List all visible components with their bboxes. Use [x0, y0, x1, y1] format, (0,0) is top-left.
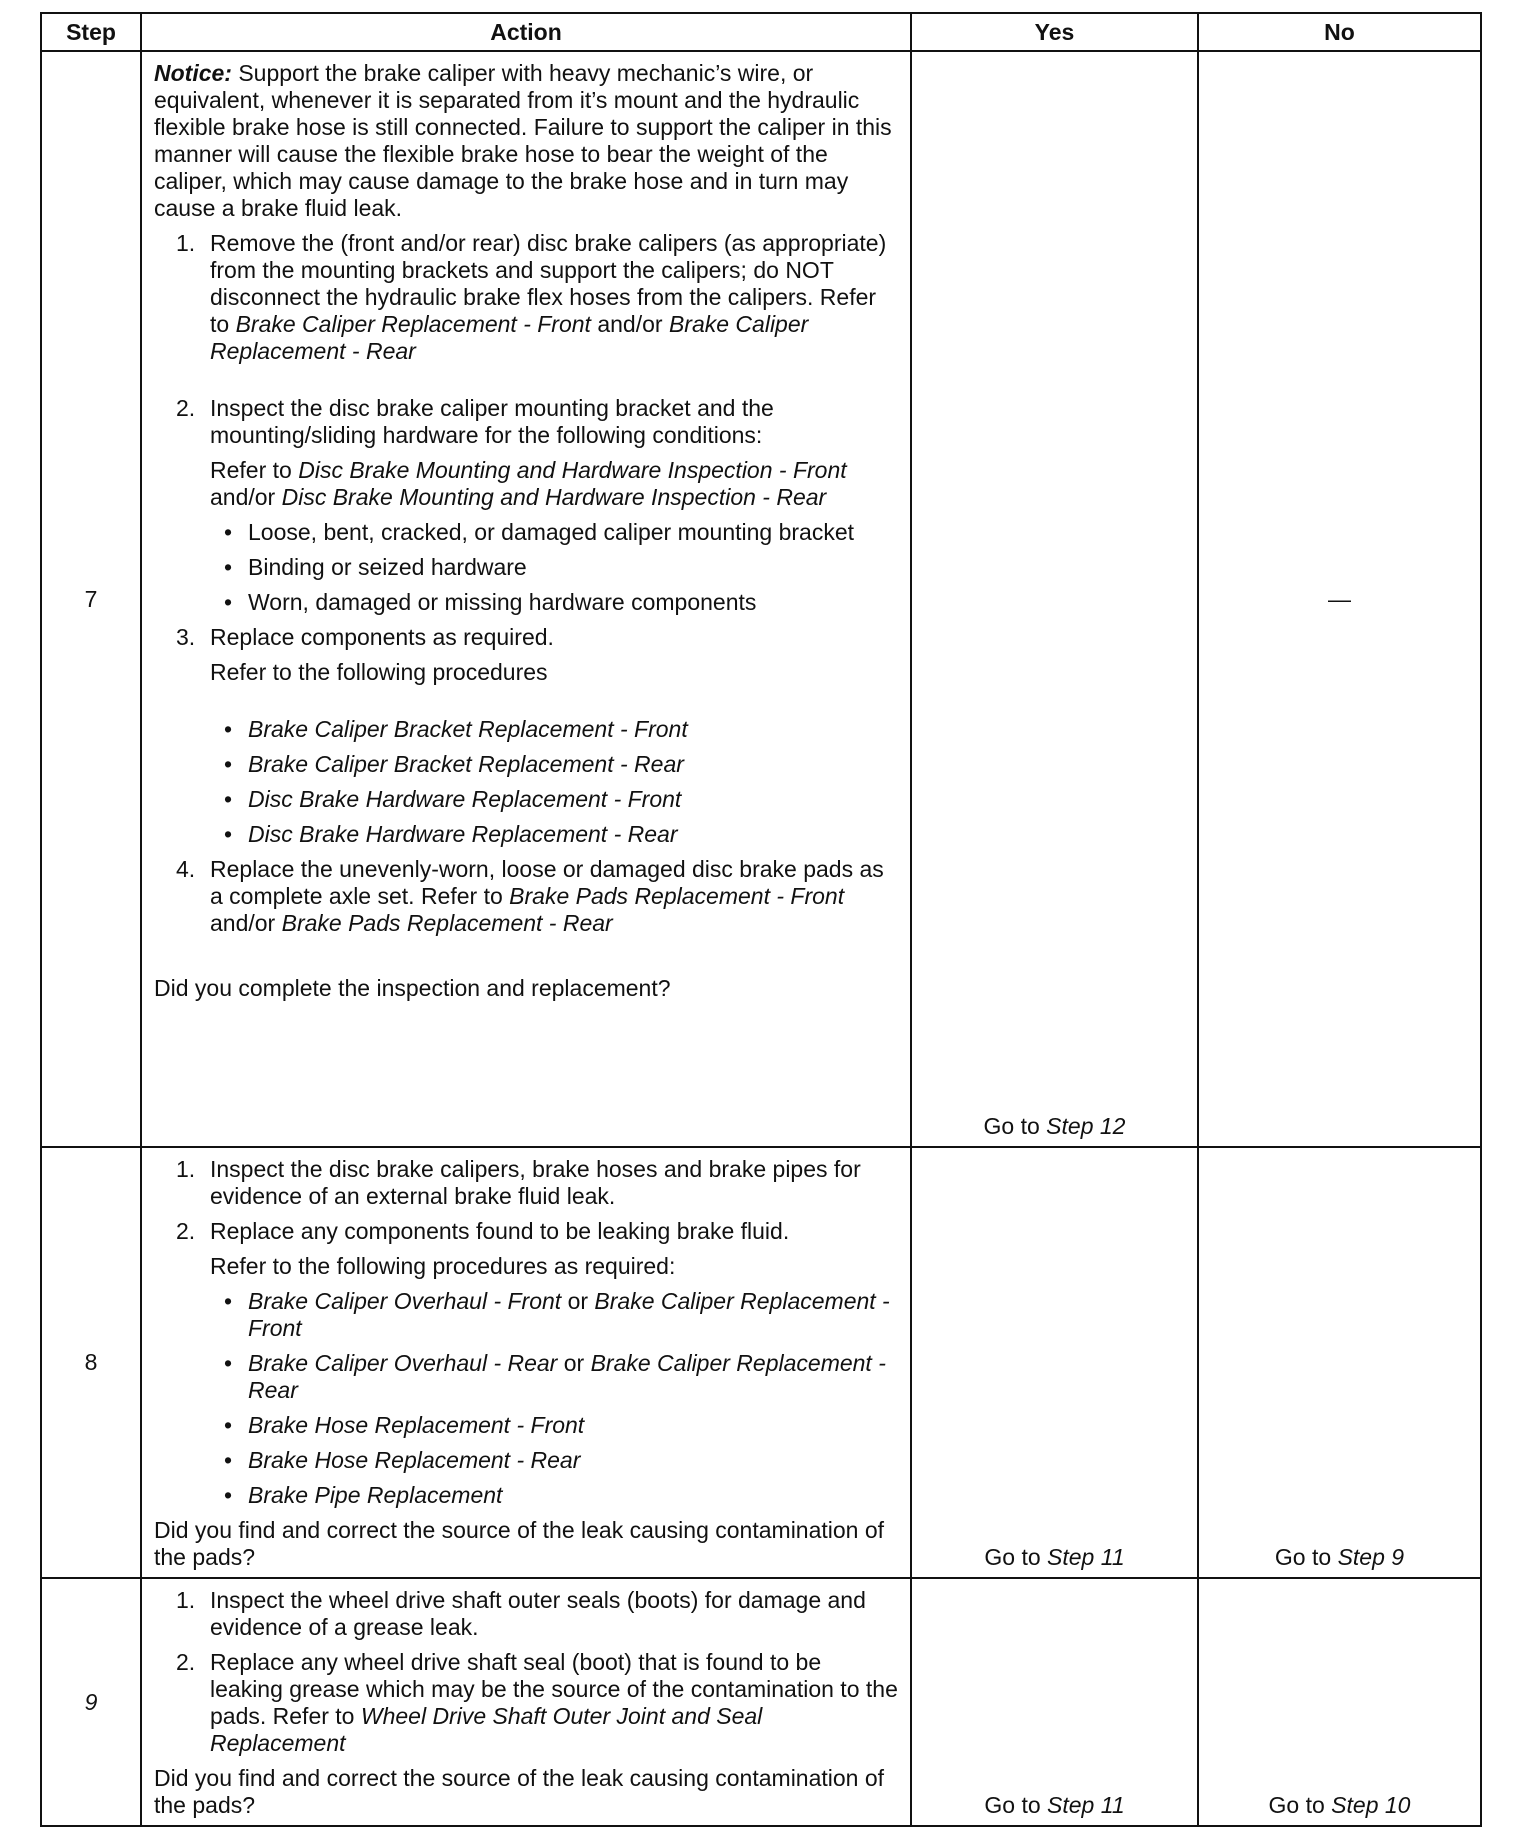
list-item: [176, 1587, 898, 1641]
bullet-item: [224, 821, 898, 848]
bullet-icon: •: [224, 716, 233, 742]
bullet-icon: •: [224, 589, 233, 615]
step-number: 9: [41, 1578, 141, 1826]
table-row-step-7: [41, 51, 1481, 1147]
item-text: Replace the unevenly-worn, loose or damaged disc brake pads as a complete axle set. Refer to Brake Pads Replacement - Front and/or Brake Pads Replacement - Rear: [210, 856, 884, 936]
bullet-item: • Brake Caliper Overhaul - Front or Brake Caliper Replacement - Front: [224, 1288, 890, 1341]
question: Did you find and correct the source of the leak causing contamination of the pads?: [154, 1765, 885, 1818]
step-number: 7: [41, 51, 141, 1147]
reference-link[interactable]: Brake Caliper Overhaul - Rear: [248, 1350, 558, 1376]
table-row-step-9: [41, 1578, 1481, 1826]
item-number: 4.: [176, 856, 196, 882]
list-item: [176, 1218, 898, 1245]
no-outcome: Go to Step 10: [1198, 1578, 1481, 1826]
bullet-icon: •: [224, 554, 233, 580]
list-item: [176, 230, 898, 365]
step-number: 8: [41, 1147, 141, 1578]
item-text: Remove the (front and/or rear) disc brake calipers (as appropriate) from the mounting brackets and support the calipers; do NOT disconnect the hydraulic brake flex hoses from the calipers. Refer to Brake Caliper Replacement - Front and/or Brake Caliper Replacement - Rear: [210, 230, 887, 364]
question: Did you find and correct the source of the leak causing contamination of the pads?: [154, 1517, 885, 1570]
item-number: 2.: [176, 1649, 196, 1675]
bullet-icon: •: [224, 1447, 233, 1473]
reference-link[interactable]: Disc Brake Hardware Replacement - Front: [248, 786, 682, 812]
step-link[interactable]: Step 11: [1047, 1792, 1125, 1818]
header-action: Action: [141, 13, 911, 51]
item-number: 1.: [176, 1587, 196, 1613]
no-outcome: —: [1198, 51, 1481, 1147]
reference-link[interactable]: Brake Caliper Bracket Replacement - Front: [248, 716, 688, 742]
reference-link[interactable]: Brake Caliper Replacement - Front: [235, 311, 591, 337]
list-item: [176, 624, 898, 651]
diagnostic-table: [40, 12, 1482, 1827]
bullet-icon: •: [224, 1350, 233, 1376]
step-link[interactable]: Step 10: [1331, 1792, 1411, 1818]
reference-link[interactable]: Brake Hose Replacement - Rear: [248, 1447, 581, 1473]
reference-link[interactable]: Brake Hose Replacement - Front: [248, 1412, 585, 1438]
bullet-item: [224, 786, 898, 813]
bullet-icon: •: [224, 1288, 233, 1314]
item-reference: Refer to Disc Brake Mounting and Hardware Inspection - Front and/or Disc Brake Mounting and Hardware Inspection - Rear: [210, 457, 847, 510]
reference-link[interactable]: Brake Caliper Bracket Replacement - Rear: [248, 751, 684, 777]
item-number: 2.: [176, 395, 196, 421]
bullet-icon: •: [224, 519, 233, 545]
bullet-item: [224, 1412, 898, 1439]
reference-link[interactable]: Brake Pipe Replacement: [248, 1482, 503, 1508]
item-text: Replace any components found to be leaking brake fluid.: [210, 1218, 790, 1244]
notice: [154, 60, 898, 222]
reference-link[interactable]: Disc Brake Mounting and Hardware Inspection - Front: [298, 457, 847, 483]
bullet-item: [224, 1482, 898, 1509]
notice-text: Support the brake caliper with heavy mechanic’s wire, or equivalent, whenever it is separated from it’s mount and the hydraulic flexible brake hose is still connected. Failure to support the caliper in this manner will cause the flexible brake hose to bear the weight of the caliper, which may cause damage to the brake hose and in turn may cause a brake fluid leak.: [154, 60, 892, 221]
reference-link[interactable]: Brake Caliper Replacement - Rear: [248, 1350, 886, 1403]
action-cell: [141, 1578, 911, 1826]
list-item: [176, 1649, 898, 1757]
reference-link[interactable]: Brake Caliper Replacement - Front: [248, 1288, 890, 1341]
question: Did you complete the inspection and replacement?: [154, 975, 671, 1001]
reference-link[interactable]: Disc Brake Mounting and Hardware Inspection - Rear: [281, 484, 827, 510]
yes-outcome: Go to Step 12: [911, 51, 1198, 1147]
yes-outcome: Go to Step 11: [911, 1147, 1198, 1578]
item-reference: Refer to the following procedures as required:: [210, 1253, 676, 1279]
header-row: [41, 13, 1481, 51]
reference-link[interactable]: Brake Pads Replacement - Rear: [281, 910, 613, 936]
item-text: Inspect the disc brake caliper mounting bracket and the mounting/sliding hardware for the following conditions:: [210, 395, 774, 448]
reference-link[interactable]: Brake Caliper Replacement - Rear: [210, 311, 809, 364]
bullet-icon: •: [224, 1412, 233, 1438]
bullet-item: [224, 1447, 898, 1474]
reference-link[interactable]: Disc Brake Hardware Replacement - Rear: [248, 821, 678, 847]
item-text: Inspect the wheel drive shaft outer seals (boots) for damage and evidence of a grease leak.: [210, 1587, 866, 1640]
bullet-item: • Loose, bent, cracked, or damaged caliper mounting bracket: [224, 519, 855, 545]
item-reference: Refer to the following procedures: [210, 659, 548, 685]
bullet-item: [224, 751, 898, 778]
list-item: [176, 1156, 898, 1210]
action-cell: [141, 1147, 911, 1578]
item-text: Replace any wheel drive shaft seal (boot) that is found to be leaking grease which may be the source of the contamination to the pads. Refer to Wheel Drive Shaft Outer Joint and Seal Replacement: [210, 1649, 898, 1756]
bullet-icon: •: [224, 751, 233, 777]
step-link[interactable]: Step 11: [1047, 1544, 1125, 1570]
bullet-icon: •: [224, 1482, 233, 1508]
bullet-icon: •: [224, 821, 233, 847]
reference-link[interactable]: Wheel Drive Shaft Outer Joint and Seal Replacement: [210, 1703, 763, 1756]
list-item: [176, 395, 898, 449]
header-step: Step: [41, 13, 141, 51]
item-number: 2.: [176, 1218, 196, 1244]
reference-link[interactable]: Brake Caliper Overhaul - Front: [248, 1288, 562, 1314]
action-cell: [141, 51, 911, 1147]
list-item: [176, 856, 898, 937]
bullet-item: • Brake Caliper Overhaul - Rear or Brake Caliper Replacement - Rear: [224, 1350, 886, 1403]
bullet-item: [224, 716, 898, 743]
item-text: Inspect the disc brake calipers, brake hoses and brake pipes for evidence of an external brake fluid leak.: [210, 1156, 861, 1209]
diagnostic-table-page: [40, 12, 1480, 1827]
bullet-icon: •: [224, 786, 233, 812]
step-link[interactable]: Step 12: [1046, 1113, 1126, 1139]
notice-label: Notice:: [154, 60, 232, 86]
item-number: 1.: [176, 1156, 196, 1182]
item-number: 1.: [176, 230, 196, 256]
header-no: No: [1198, 13, 1481, 51]
yes-outcome: Go to Step 11: [911, 1578, 1198, 1826]
item-text: Replace components as required.: [210, 624, 554, 650]
reference-link[interactable]: Brake Pads Replacement - Front: [509, 883, 845, 909]
step-link[interactable]: Step 9: [1337, 1544, 1405, 1570]
bullet-item: • Binding or seized hardware: [224, 554, 527, 580]
item-number: 3.: [176, 624, 196, 650]
table-row-step-8: [41, 1147, 1481, 1578]
bullet-item: • Worn, damaged or missing hardware components: [224, 589, 757, 615]
no-outcome: Go to Step 9: [1198, 1147, 1481, 1578]
header-yes: Yes: [911, 13, 1198, 51]
